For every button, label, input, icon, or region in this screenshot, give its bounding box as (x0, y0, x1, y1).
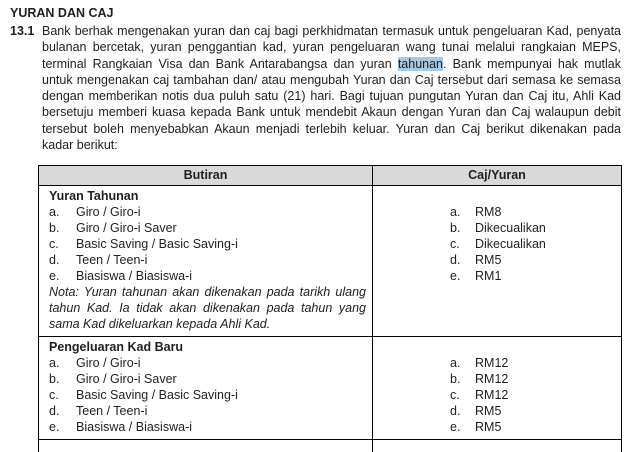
caj-yuran-cell (373, 186, 622, 337)
item-value: RM12 (475, 356, 509, 371)
col-header-butiran: Butiran (39, 166, 373, 186)
list-item (450, 419, 617, 435)
item-label: Biasiswa / Biasiswa-i (76, 269, 193, 284)
item-key: e. (49, 269, 60, 284)
item-label: Basic Saving / Basic Saving-i (76, 237, 238, 252)
item-key: d. (450, 404, 461, 419)
list-item (49, 387, 366, 403)
list-item (450, 236, 617, 252)
item-value: RM12 (475, 388, 509, 403)
list-item (49, 419, 366, 435)
clause-text-after: . Bank mempunyai hak mutlak untuk mengenakan caj tambahan dan/ atau mengubah Yuran dan Caj tersebut dari semasa ke semasa dengan memberikan notis dua puluh satu (21) hari. Bagi tujuan pungutan Yuran dan Caj itu, Ahli Kad bersetuju memberi kuasa kepada Bank untuk mendebit Akaun dengan Yuran dan Caj walaupun debit tersebut boleh menyebabkan Akaun menjadi terlebih keluar. Yuran dan Caj berikut dikenakan pada kadar berikut: (42, 56, 621, 153)
item-key: d. (49, 404, 60, 419)
clause-text-before: Bank berhak mengenakan yuran dan caj bagi perkhidmatan termasuk untuk pengeluaran Kad, penyata bulanan bercetak, yuran penggantian kad, yuran pengeluaran wang tunai melalui rangkaian MEPS, terminal Rangkaian Visa dan Bank Antarabangsa dan yuran (42, 24, 621, 71)
section-title: Yuran Tahunan (49, 189, 139, 204)
list-item (450, 355, 617, 371)
section-heading: YURAN DAN CAJ (10, 6, 114, 20)
section-title: Pengeluaran Kad Baru (49, 340, 184, 355)
list-item (49, 236, 366, 252)
clause-number: 13.1 (10, 24, 35, 38)
list-item (49, 252, 366, 268)
item-label: Giro / Giro-i (76, 205, 141, 220)
fees-table (38, 165, 622, 452)
caj-yuran-cell (373, 337, 622, 440)
item-key: c. (450, 388, 460, 403)
item-key: c. (49, 388, 59, 403)
list-item (49, 220, 366, 236)
clause-text (42, 23, 621, 153)
list-item (450, 371, 617, 387)
item-key: a. (49, 205, 60, 220)
item-key: e. (450, 420, 461, 435)
item-label: Basic Saving / Basic Saving-i (76, 388, 238, 403)
item-key: c. (49, 237, 59, 252)
item-value: RM1 (475, 269, 502, 284)
item-key: c. (450, 237, 460, 252)
table-row-yuran-tahunan (39, 186, 622, 337)
item-key: d. (49, 253, 60, 268)
table-row-pengeluaran-kad-baru (39, 337, 622, 440)
item-key: d. (450, 253, 461, 268)
table-row-partial (39, 440, 622, 452)
item-key: a. (49, 356, 60, 371)
spacer (450, 339, 617, 355)
item-value: Dikecualikan (475, 237, 546, 252)
item-key: e. (49, 420, 60, 435)
caj-yuran-cell-partial (373, 440, 622, 452)
item-value: RM5 (475, 253, 502, 268)
item-value: RM8 (475, 205, 502, 220)
item-key: a. (450, 356, 461, 371)
list-item (49, 371, 366, 387)
item-value: Dikecualikan (475, 221, 546, 236)
item-key: b. (450, 221, 461, 236)
item-value: RM12 (475, 372, 509, 387)
list-item (49, 268, 366, 284)
list-item (49, 204, 366, 220)
item-key: b. (49, 221, 60, 236)
butiran-cell (39, 186, 373, 337)
butiran-cell-partial (39, 440, 373, 452)
butiran-cell (39, 337, 373, 440)
spacer (450, 188, 617, 204)
section-note: Nota: Yuran tahunan akan dikenakan pada tarikh ulang tahun Kad. Ia tidak akan dikenakan pada tahun yang sama Kad dikeluarkan kepada Ahli Kad. (49, 285, 366, 332)
item-label: Giro / Giro-i (76, 356, 141, 371)
item-label: Giro / Giro-i Saver (76, 372, 177, 387)
table-header-row (39, 166, 622, 186)
item-label: Teen / Teen-i (76, 253, 148, 268)
list-item (450, 220, 617, 236)
list-item (450, 387, 617, 403)
list-item (450, 403, 617, 419)
item-value: RM5 (475, 404, 502, 419)
list-item (450, 204, 617, 220)
list-item (49, 355, 366, 371)
item-key: a. (450, 205, 461, 220)
item-value: RM5 (475, 420, 502, 435)
col-header-caj-yuran: Caj/Yuran (373, 166, 622, 186)
list-item (450, 252, 617, 268)
item-label: Giro / Giro-i Saver (76, 221, 177, 236)
clause-13-1 (10, 23, 621, 153)
item-key: b. (49, 372, 60, 387)
item-label: Biasiswa / Biasiswa-i (76, 420, 193, 435)
list-item (49, 403, 366, 419)
item-key: b. (450, 372, 461, 387)
item-label: Teen / Teen-i (76, 404, 148, 419)
list-item (450, 268, 617, 284)
item-key: e. (450, 269, 461, 284)
search-highlight: tahunan (397, 56, 443, 71)
